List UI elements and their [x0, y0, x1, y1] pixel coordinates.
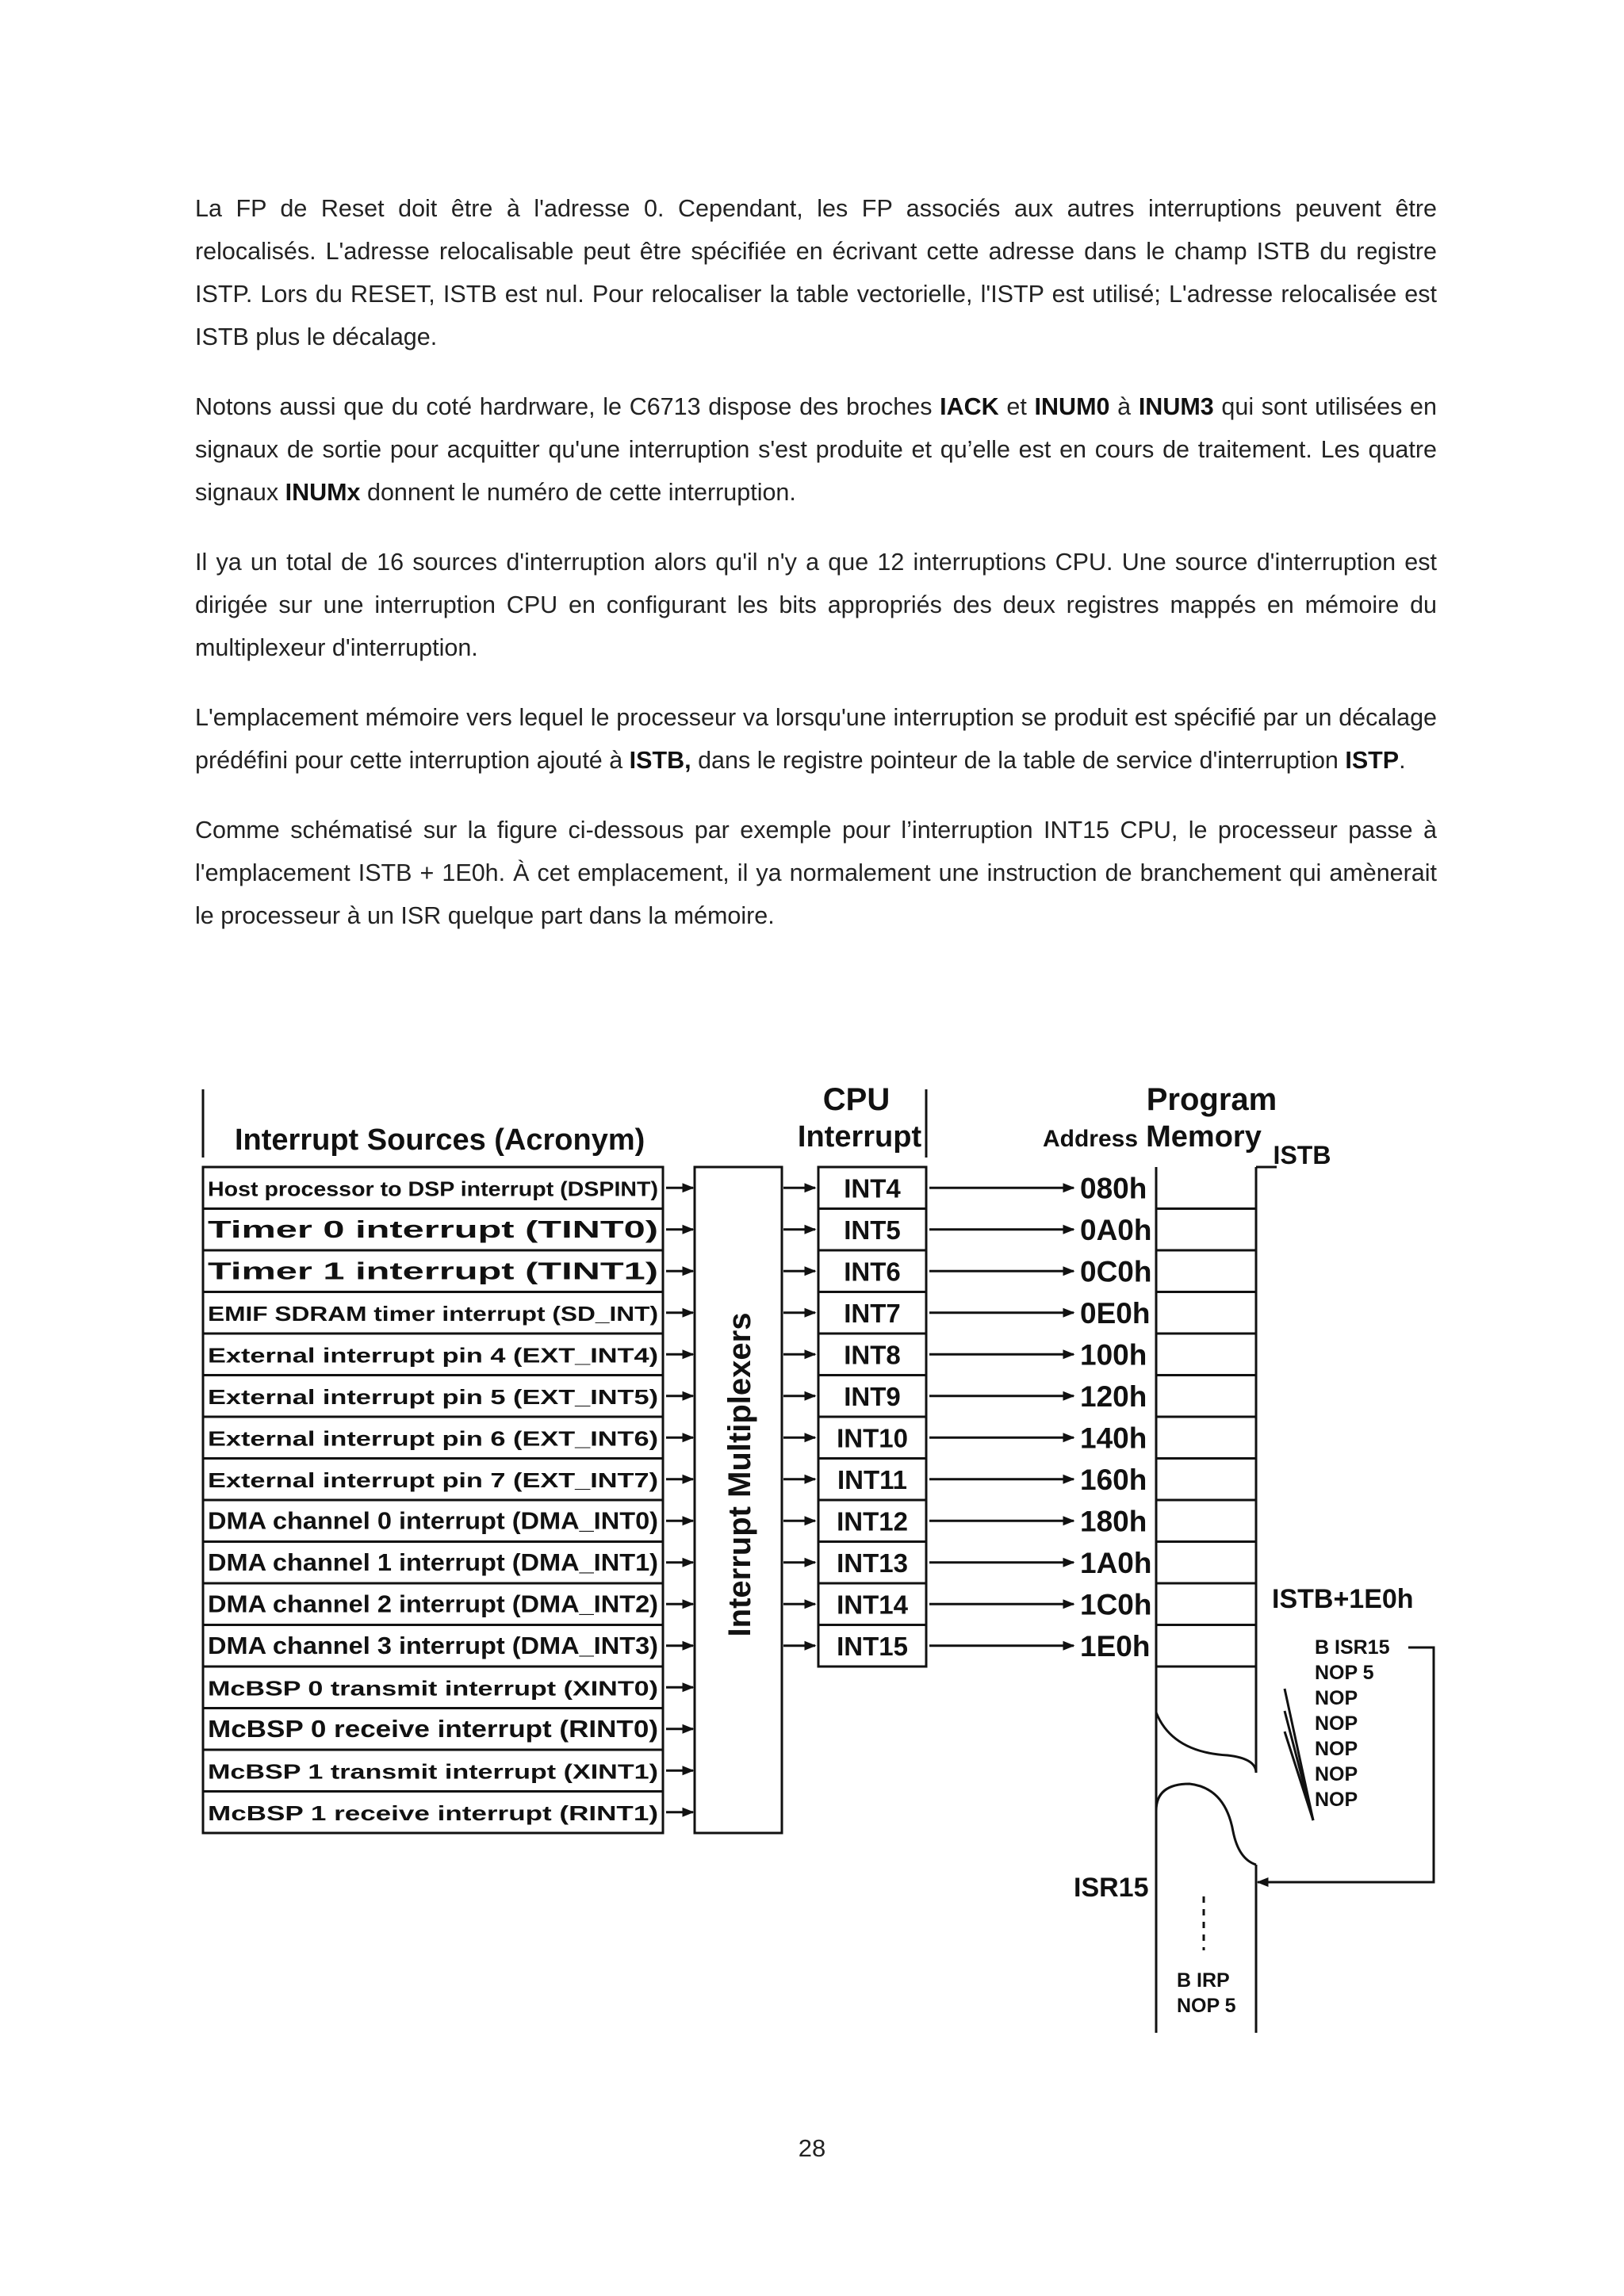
cpu-interrupt-label: INT4 — [844, 1173, 901, 1203]
address-label: 0E0h — [1080, 1296, 1151, 1330]
cpu-interrupt-label: INT8 — [844, 1340, 901, 1370]
source-label: DMA channel 0 interrupt (DMA_INT0) — [208, 1506, 658, 1535]
cpu-interrupt-label: INT10 — [837, 1423, 908, 1453]
fetch-packet-line: NOP — [1315, 1789, 1358, 1811]
text-run: donnent le numéro de cette interruption. — [360, 479, 796, 506]
source-label: DMA channel 2 interrupt (DMA_INT2) — [208, 1590, 658, 1618]
text-run: Notons aussi que du coté hardrware, le C6713 dispose des broches — [195, 393, 940, 420]
text-run: à — [1109, 393, 1139, 420]
source-label: External interrupt pin 4 (EXT_INT4) — [208, 1343, 658, 1368]
istb-label: ISTB — [1273, 1141, 1331, 1169]
cpu-interrupt-label: INT13 — [837, 1548, 908, 1578]
source-label: McBSP 0 transmit interrupt (XINT0) — [208, 1676, 658, 1701]
text-run: Il ya un total de 16 sources d'interruption alors qu'il n'y a que 12 interruptions CPU. Une source d'interruption est dirigée sur une interruption CPU en configurant les bits appropriés des deux registres mappés en mémoire du multiplexeur d'interruption. — [195, 549, 1437, 661]
address-label: 180h — [1080, 1505, 1147, 1538]
address-label: 1C0h — [1080, 1588, 1152, 1621]
cpu-interrupt-list — [783, 1167, 1074, 1667]
isr-code-line: B IRP — [1177, 1969, 1230, 1992]
address-label: 100h — [1080, 1338, 1147, 1372]
bold-term: ISTP — [1345, 747, 1400, 774]
text-run: Comme schématisé sur la figure ci-dessous par exemple pour l’interruption INT15 CPU, le processeur passe à l'emplacement ISTB + 1E0h. À cet emplacement, il ya normalement une instruction de branchement qui amènerait le processeur à un ISR quelque part dans la mémoire. — [195, 817, 1437, 929]
fetch-packet-line: NOP — [1315, 1738, 1358, 1760]
source-label: DMA channel 1 interrupt (DMA_INT1) — [208, 1548, 658, 1576]
address-label: 1A0h — [1080, 1546, 1152, 1579]
address-label: 120h — [1080, 1380, 1147, 1413]
sources-list — [203, 1167, 693, 1833]
fetch-packet-line: NOP 5 — [1315, 1662, 1374, 1684]
fetch-packet-line: NOP — [1315, 1687, 1358, 1709]
fetch-packet-line: NOP — [1315, 1763, 1358, 1785]
cpu-interrupt-label: INT14 — [837, 1590, 908, 1620]
text-run: et — [998, 393, 1035, 420]
cpu-interrupt-label: INT9 — [844, 1381, 901, 1411]
source-label: DMA channel 3 interrupt (DMA_INT3) — [208, 1631, 658, 1659]
source-label: McBSP 0 receive interrupt (RINT0) — [208, 1714, 658, 1743]
text-run: qui sont utilisées en signaux de sortie pour acquitter qu'une interruption s'est produite et qu’elle est en cours de traitement. Les quatre signaux — [195, 393, 1437, 506]
bold-term: INUM3 — [1138, 393, 1214, 420]
fetch-packet-line: B ISR15 — [1315, 1636, 1390, 1659]
bold-term: INUM0 — [1034, 393, 1110, 420]
source-label: External interrupt pin 7 (EXT_INT7) — [208, 1468, 658, 1492]
mux-label: Interrupt Multiplexers — [722, 1312, 757, 1637]
bold-term: INUMx — [285, 479, 361, 506]
cpu-interrupt-label: INT6 — [844, 1257, 901, 1287]
page-number: 28 — [798, 2134, 826, 2162]
cpu-title-2: Interrupt — [797, 1120, 922, 1154]
cpu-interrupt-label: INT15 — [837, 1631, 908, 1661]
cpu-interrupt-label: INT12 — [837, 1506, 908, 1536]
istb-offset-label: ISTB+1E0h — [1272, 1584, 1414, 1614]
source-label: External interrupt pin 5 (EXT_INT5) — [208, 1384, 658, 1409]
address-label: 080h — [1080, 1172, 1147, 1205]
cpu-interrupt-label: INT7 — [844, 1298, 901, 1328]
source-label: Timer 0 interrupt (TINT0) — [208, 1215, 658, 1243]
source-label: McBSP 1 transmit interrupt (XINT1) — [208, 1759, 658, 1784]
address-label: 1E0h — [1080, 1629, 1151, 1663]
fetch-packet — [1315, 1636, 1390, 1811]
program-title: Program — [1146, 1082, 1277, 1117]
bold-term: ISTB, — [629, 747, 691, 774]
cpu-interrupt-label: INT5 — [844, 1215, 901, 1245]
source-label: EMIF SDRAM timer interrupt (SD_INT) — [208, 1301, 658, 1326]
cpu-title: CPU — [822, 1082, 891, 1117]
cpu-interrupt-label: INT11 — [837, 1464, 908, 1494]
address-label: 140h — [1080, 1422, 1147, 1455]
address-label: Address — [1042, 1126, 1139, 1152]
bold-term: IACK — [940, 393, 999, 420]
source-label: Timer 1 interrupt (TINT1) — [208, 1257, 658, 1285]
source-label: External interrupt pin 6 (EXT_INT6) — [208, 1426, 658, 1451]
program-memory — [1156, 1167, 1277, 2033]
sources-title: Interrupt Sources (Acronym) — [235, 1123, 645, 1157]
isr-label: ISR15 — [1074, 1873, 1149, 1903]
text-run: . — [1399, 747, 1406, 774]
address-label: 0A0h — [1080, 1213, 1152, 1246]
fetch-packet-line: NOP — [1315, 1712, 1358, 1735]
address-label: 0C0h — [1080, 1255, 1152, 1288]
address-list — [1080, 1172, 1256, 1667]
text-run: La FP de Reset doit être à l'adresse 0. Cependant, les FP associés aux autres interruptions peuvent être relocalisés. L'adresse relocalisable peut être spécifiée en écrivant cette adresse dans le champ ISTB du registre ISTP. Lors du RESET, ISTB est nul. Pour relocaliser la table vectorielle, l'ISTP est utilisé; L'adresse relocalisée est ISTB plus le décalage. — [195, 195, 1437, 350]
memory-label: Memory — [1146, 1120, 1262, 1154]
isr-code — [1177, 1969, 1236, 2017]
source-label: Host processor to DSP interrupt (DSPINT) — [208, 1177, 658, 1201]
text-run: L'emplacement mémoire vers lequel le processeur va lorsqu'une interruption se produit est spécifié par un décalage prédéfini pour cette interruption ajouté à — [195, 704, 1437, 774]
isr-code-line: NOP 5 — [1177, 1995, 1236, 2017]
source-label: McBSP 1 receive interrupt (RINT1) — [208, 1800, 658, 1825]
text-run: dans le registre pointeur de la table de service d'interruption — [691, 747, 1346, 774]
address-label: 160h — [1080, 1463, 1147, 1496]
